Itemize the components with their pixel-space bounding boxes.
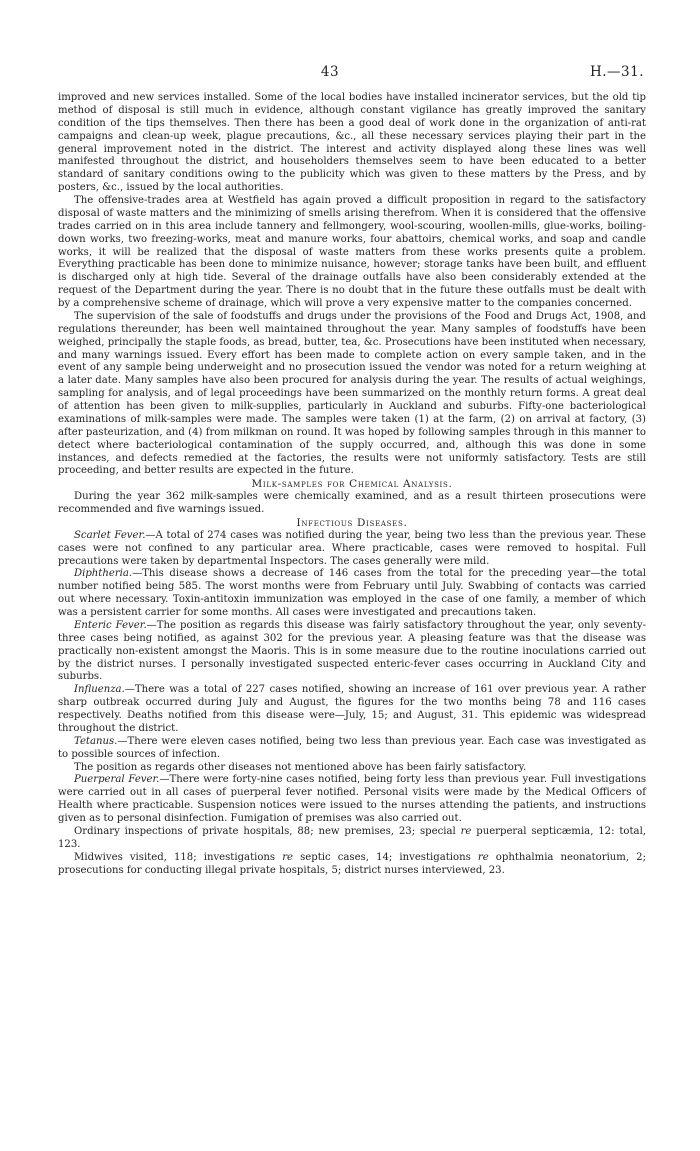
text-inspections-b: puerperal septicæmia, 12: total, 123.	[58, 825, 647, 850]
text-midwives-re-1: re	[282, 851, 294, 863]
label-enteric-fever: Enteric Fever.	[74, 619, 147, 631]
paragraph-sanitary-services: improved and new services installed. Some of the local bodies have installed incinerator services, but the old tip method of disposal is still much in evidence, although constant vigilance has greatly improved the sanitary condition of the tips themselves. Then there has been a good deal of work done in the organization of anti-rat campaigns and clean-up week, plague precautions, &c., all these necessary services playing their part in the general improvement noted in the district. The interest and activity displayed along these lines was well manifested throughout the district, and householders themselves seem to have been educated to a better standard of sanitary conditions owing to the publicity which was given to these matters by the Press, and by posters, &c., issued by the local authorities.	[58, 92, 646, 194]
text-midwives-c: ophthalmia neonatorium, 2; prosecutions for conducting illegal private hospitals, 5; district nurses interviewed, 23.	[58, 851, 646, 876]
text-midwives-re-2: re	[477, 851, 489, 863]
text-puerperal-fever: —There were forty-nine cases notified, being forty less than previous year. Full investigations were carried out in all cases of puerperal fever notified. Personal visits were made by the Medical Officers of Health where practicable. Suspension notices were issued to the nurses attending the patients, and instructions given as to personal disinfection. Fumigation of premises was also carried out.	[58, 774, 646, 824]
text-influenza: —There was a total of 227 cases notified, showing an increase of 161 over previous year. A rather sharp outbreak occurred during July and August, the figures for the two months being 78 and 116 cases respectively. Deaths notified from this disease were—July, 15; and August, 31. This epidemic was widespread throughout the district.	[58, 684, 646, 734]
page-number: 43	[320, 64, 340, 80]
paragraph-enteric-fever	[58, 620, 646, 684]
paragraph-private-hospital-inspections	[58, 826, 646, 852]
text-inspections-a: Ordinary inspections of private hospitals, 88; new premises, 23; special	[74, 825, 461, 837]
paragraph-milk-samples: During the year 362 milk-samples were chemically examined, and as a result thirteen prosecutions were recommended and five warnings issued.	[58, 491, 646, 515]
label-diphtheria: Diphtheria.	[74, 568, 133, 580]
document-body	[58, 92, 646, 877]
label-puerperal-fever: Puerperal Fever.	[74, 774, 160, 786]
text-inspections-re: re	[460, 825, 472, 837]
paragraph-other-diseases: The position as regards other diseases not mentioned above has been fairly satisfactory.	[74, 761, 527, 773]
paragraph-food-and-drugs: The supervision of the sale of foodstuffs and drugs under the provisions of the Food and Drugs Act, 1908, and regulations thereunder, has been well maintained throughout the year. Many samples of foodstuffs have been weighed, principally the staple foods, as bread, butter, tea, &c. Prosecutions have been instituted when necessary, and many warnings issued. Every effort has been made to complete action on every sample taken, and in the event of any sample being underweight and no prosecution issued the vendor was noted for a return weighing at a later date. Many samples have also been procured for analysis during the year. The results of actual weighings, sampling for analysis, and of legal proceedings have been summarized on the monthly return forms. A great deal of attention has been given to milk-supplies, particularly in Auckland and suburbs. Fifty-one bacteriological examinations of milk-samples were made. The samples were taken (1) at the farm, (2) on arrival at factory, (3) after pasteurization, and (4) from milkman on round. It was hoped by following samples through in this manner to detect where bacteriological contamination of the supply occurred, and, although this was done in some instances, and defects remedied at the factories, the results were not uniformly satisfactory. Tests are still proceeding, and better results are expected in the future.	[58, 310, 646, 477]
heading-milk-samples: Milk-samples for Chemical Analysis.	[251, 478, 453, 491]
paragraph-tetanus	[58, 736, 646, 762]
text-tetanus: —There were eleven cases notified, being two less than previous year. Each case was investigated as to possible sources of infection.	[58, 735, 646, 760]
text-scarlet-fever: —A total of 274 cases was notified during the year, being two less than the previous year. These cases were not confined to any particular area. Where practicable, cases were removed to hospital. Full precautions were taken by departmental Inspectors. The cases generally were mild.	[58, 529, 647, 567]
text-midwives-a: Midwives visited, 118; investigations	[74, 851, 283, 863]
label-tetanus: Tetanus.	[74, 735, 118, 747]
text-diphtheria: —This disease shows a decrease of 146 cases from the total for the preceding year—the total number notified being 585. The worst months were from February until July. Swabbing of contacts was carried out where necessary. Toxin-antitoxin immunization was employed in the case of one family, a member of which was a persistent carrier for some months. All cases were investigated and precautions taken.	[58, 568, 646, 618]
paragraph-puerperal-fever	[58, 774, 646, 826]
label-scarlet-fever: Scarlet Fever.	[74, 529, 146, 541]
paragraph-scarlet-fever	[58, 530, 646, 569]
label-influenza: Influenza.	[74, 684, 125, 696]
heading-infectious-diseases: Infectious Diseases.	[296, 516, 408, 529]
paragraph-influenza	[58, 684, 646, 736]
paragraph-diphtheria	[58, 568, 646, 620]
document-reference: H.—31.	[589, 64, 644, 80]
paragraph-midwives-visited	[58, 852, 646, 878]
text-midwives-b: septic cases, 14; investigations	[293, 851, 478, 863]
page-header	[0, 64, 700, 84]
paragraph-offensive-trades: The offensive-trades area at Westfield has again proved a difficult proposition in regard to the satisfactory disposal of waste matters and the minimizing of smells arising therefrom. When it is considered that the offensive trades carried on in this area include tannery and fellmongery, wool-scouring, woollen-mills, glue-works, boiling-down works, two freezing-works, meat and manure works, four abattoirs, chemical works, and soap and candle works, it will be realized that the disposal of waste matters from these works presents quite a problem. Everything practicable has been done to minimize nuisance, however; storage tanks have been built, and effluent is discharged only at high tide. Several of the drainage outfalls have also been considerably extended at the request of the Department during the year. There is no doubt that in the future these outfalls must be dealt with by a comprehensive scheme of drainage, which will prove a very expensive matter to the companies concerned.	[58, 195, 646, 309]
text-enteric-fever: —The position as regards this disease was fairly satisfactory throughout the year, only seventy-three cases being notified, as against 302 for the previous year. A pleasing feature was that the disease was practically non-existent amongst the Maoris. This is in some measure due to the routine inoculations carried out by the district nurses. I personally investigated suspected enteric-fever cases occurring in Auckland City and suburbs.	[58, 619, 646, 683]
